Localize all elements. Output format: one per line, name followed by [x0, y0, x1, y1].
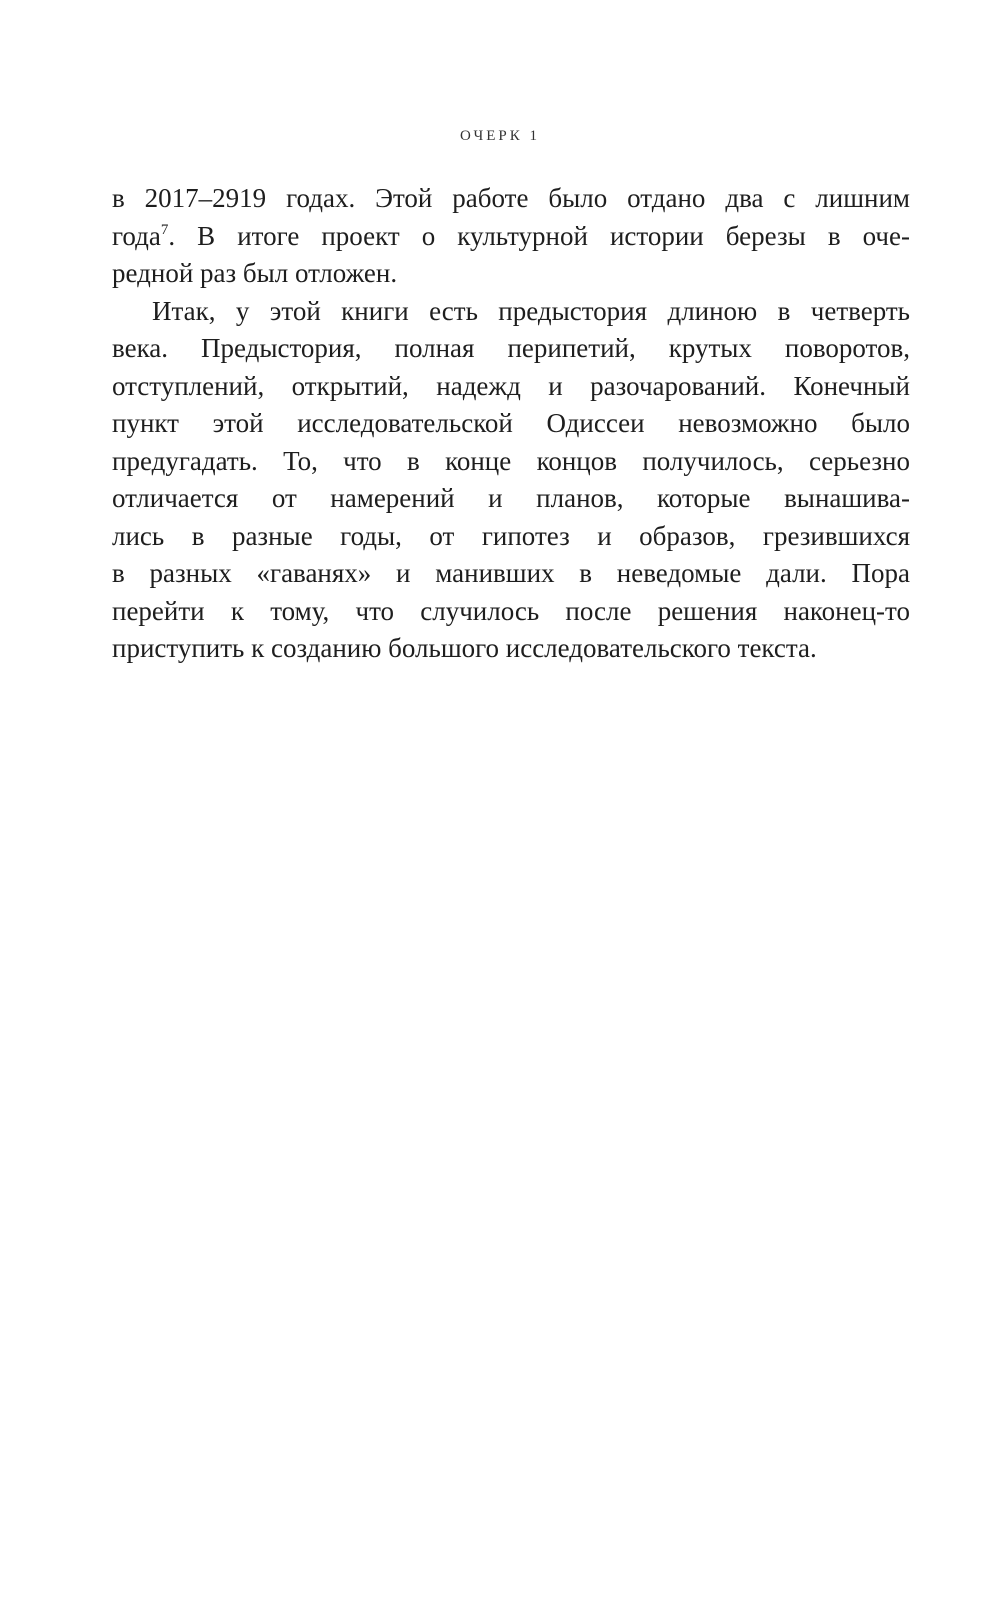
text-line: редной раз был отложен.	[112, 258, 398, 288]
text-fragment: года	[112, 220, 161, 251]
running-head: ОЧЕРК 1	[460, 128, 540, 144]
text-line: Итак, у этой книги есть предыстория длиною в четверть	[152, 295, 910, 326]
text-line: пункт этой исследовательской Одиссеи невозможно было	[112, 408, 910, 438]
text-line: отступлений, открытий, надежд и разочарований. Конечный	[112, 370, 910, 401]
text-line: века. Предыстория, полная перипетий, крутых поворотов,	[112, 333, 910, 363]
text-line: лись в разные годы, от гипотез и образов, грезившихся	[112, 520, 910, 551]
paragraph	[112, 180, 910, 293]
footnote-ref[interactable]: 7	[160, 221, 169, 238]
text-line	[112, 218, 910, 256]
text-line: перейти к тому, что случилось после решения наконец-то	[112, 595, 910, 626]
text-line: в разных «гаванях» и манивших в неведомые дали. Пора	[112, 558, 910, 588]
text-line: в 2017–2919 годах. Этой работе было отдано два с лишним	[112, 183, 910, 213]
text-line: приступить к созданию большого исследовательского текста.	[112, 633, 817, 663]
text-line: отличается от намерений и планов, которые вынашива-	[112, 483, 910, 513]
text-line: предугадать. То, что в конце концов получилось, серьезно	[112, 445, 910, 476]
text-fragment: . В итоге проект о культурной истории березы в оче-	[168, 220, 910, 251]
body-text	[112, 180, 910, 668]
paragraph	[112, 293, 910, 668]
